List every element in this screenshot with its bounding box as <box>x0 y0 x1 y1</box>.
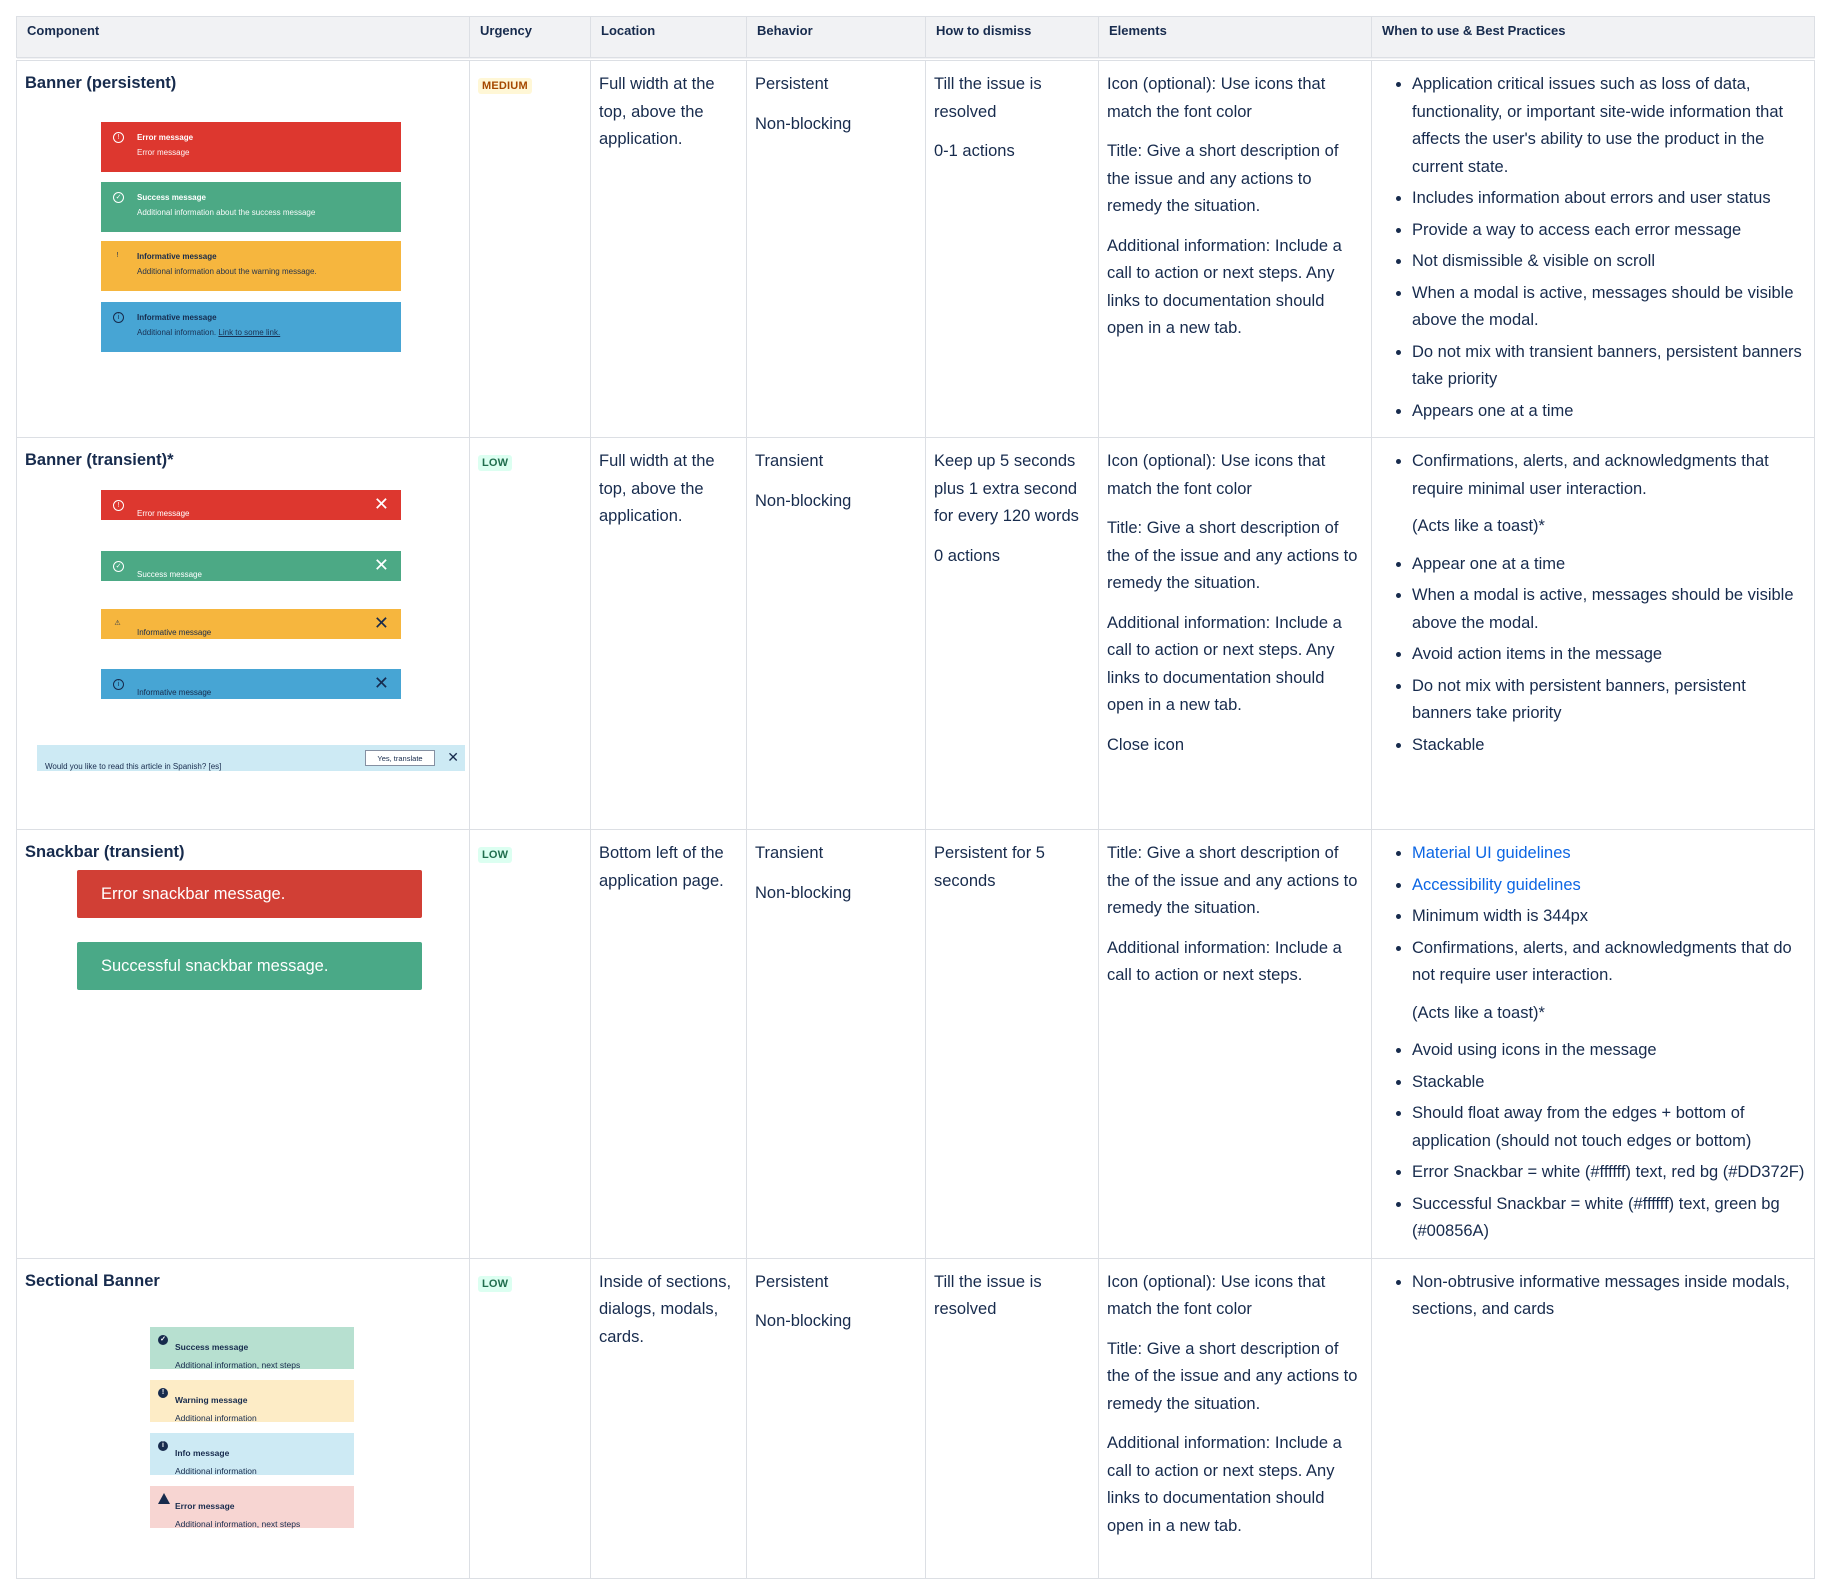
banner-title: Error message <box>137 509 190 518</box>
behavior-cell <box>747 438 926 830</box>
list-item: • Successful Snackbar = white (#ffffff) text, green bg (#00856A) <box>1412 1191 1806 1246</box>
list-item: • Application critical issues such as loss of data, functionality, or important site-wide information that affects the user's ability to use the product in the current state. <box>1412 71 1806 181</box>
header-how-to-dismiss[interactable]: How to dismiss <box>926 17 1099 60</box>
list-item: • Stackable <box>1412 732 1806 760</box>
practices-list <box>1380 448 1806 759</box>
banner-subtitle: Additional information <box>175 1465 257 1476</box>
urgency-cell <box>470 830 591 1259</box>
practices-cell <box>1372 438 1815 830</box>
component-cell <box>17 830 470 1259</box>
banner-subtitle: Additional information, next steps <box>175 1359 301 1370</box>
info-banner-example <box>101 669 401 699</box>
practices-list <box>1380 1269 1806 1324</box>
success-section-banner <box>150 1327 354 1369</box>
list-item: • Do not mix with persistent banners, persistent banners take priority <box>1412 673 1806 728</box>
error-icon: ! <box>113 500 124 511</box>
list-item: • Avoid using icons in the message <box>1412 1037 1806 1065</box>
elements-text: Title: Give a short description of the of the issue and any actions to remedy the situation. <box>1107 1339 1358 1413</box>
transient-banner-illustration <box>25 478 461 778</box>
urgency-badge: LOW <box>478 455 512 471</box>
dismiss-text: Keep up 5 seconds plus 1 extra second for every 120 words <box>934 452 1079 525</box>
location-cell <box>591 1258 747 1578</box>
component-cell <box>17 59 470 438</box>
behavior-text: Transient <box>755 452 824 470</box>
info-icon: i <box>113 679 124 690</box>
dismiss-text: Persistent for 5 seconds <box>934 844 1045 890</box>
translate-prompt: Would you like to read this article in Spanish? [es] <box>45 762 222 771</box>
elements-cell <box>1099 830 1372 1259</box>
list-item <box>1412 840 1806 868</box>
practices-cell <box>1372 59 1815 438</box>
table-row <box>17 1258 1815 1578</box>
info-section-banner <box>150 1433 354 1475</box>
practices-list <box>1380 71 1806 425</box>
dismiss-text: 0-1 actions <box>934 142 1015 160</box>
close-icon[interactable]: ✕ <box>447 749 459 765</box>
list-item: • When a modal is active, messages should be visible above the modal. <box>1412 280 1806 335</box>
close-icon[interactable]: ✕ <box>373 673 389 693</box>
banner-title: Success message <box>137 570 202 579</box>
location-cell <box>591 830 747 1259</box>
error-banner-example <box>101 490 401 520</box>
sectional-banner-illustration <box>25 1299 461 1559</box>
table-header-row <box>17 17 1815 60</box>
header-location[interactable]: Location <box>591 17 747 60</box>
behavior-text: Persistent <box>755 75 829 93</box>
behavior-cell <box>747 1258 926 1578</box>
error-triangle-icon <box>158 1493 170 1504</box>
info-circle-icon: i <box>158 1441 168 1451</box>
dismiss-text: Till the issue is resolved <box>934 75 1042 121</box>
behavior-text: Non-blocking <box>755 491 852 510</box>
elements-text: Close icon <box>1107 735 1185 754</box>
banner-title: Informative message <box>137 688 212 697</box>
banner-subtitle: Additional information about the success message <box>137 208 316 217</box>
elements-text: Additional information: Include a call to action or next steps. <box>1107 938 1342 984</box>
list-item: • Not dismissible & visible on scroll <box>1412 248 1806 276</box>
urgency-cell <box>470 1258 591 1578</box>
practices-list <box>1380 840 1806 1246</box>
material-ui-guidelines-link[interactable]: Material UI guidelines <box>1412 844 1571 862</box>
list-item: • Provide a way to access each error message <box>1412 217 1806 245</box>
translate-banner-example <box>37 745 465 771</box>
urgency-badge: MEDIUM <box>478 78 532 94</box>
list-item: • Includes information about errors and user status <box>1412 185 1806 213</box>
close-icon[interactable]: ✕ <box>373 613 389 633</box>
urgency-badge: LOW <box>478 847 512 863</box>
elements-text: Icon (optional): Use icons that match the font color <box>1107 75 1326 121</box>
behavior-text: Persistent <box>755 1272 829 1291</box>
banner-subtitle-text: Additional information. <box>137 328 217 337</box>
header-component[interactable]: Component <box>17 17 470 60</box>
component-title: Banner (transient)* <box>25 451 174 469</box>
banner-title: Warning message <box>175 1394 248 1405</box>
elements-cell <box>1099 1258 1372 1578</box>
elements-text: Icon (optional): Use icons that match the font color <box>1107 452 1326 498</box>
table-row <box>17 438 1815 830</box>
list-item: • Appears one at a time <box>1412 398 1806 426</box>
banner-link[interactable]: Link to some link. <box>218 328 281 337</box>
location-text: Full width at the top, above the application. <box>599 452 715 525</box>
dismiss-cell <box>926 1258 1099 1578</box>
urgency-badge: LOW <box>478 1276 512 1292</box>
practices-cell <box>1372 830 1815 1259</box>
success-snackbar-example: Successful snackbar message. <box>77 942 422 990</box>
list-item: • Non-obtrusive informative messages inside modals, sections, and cards <box>1412 1269 1806 1324</box>
warning-icon: ⚠ <box>114 620 121 627</box>
banner-title: Info message <box>175 1447 230 1458</box>
list-item: • Appear one at a time <box>1412 551 1806 579</box>
banner-subtitle: Additional information <box>175 1412 257 1423</box>
practices-note: (Acts like a toast)* <box>1412 1003 1545 1022</box>
list-item: • Stackable <box>1412 1069 1806 1097</box>
location-cell <box>591 59 747 438</box>
translate-button[interactable]: Yes, translate <box>365 750 435 766</box>
header-best-practices[interactable]: When to use & Best Practices <box>1372 17 1815 60</box>
banner-title: Informative message <box>137 252 217 261</box>
list-item: • Minimum width is 344px <box>1412 903 1806 931</box>
elements-text: Additional information: Include a call to action or next steps. Any links to documentation should open in a new tab. <box>1107 613 1342 714</box>
elements-text: Additional information: Include a call to action or next steps. Any links to documentation should open in a new tab. <box>1107 236 1342 337</box>
header-elements[interactable]: Elements <box>1099 17 1372 60</box>
info-icon: i <box>113 312 124 323</box>
behavior-text: Non-blocking <box>755 883 852 902</box>
table-row <box>17 830 1815 1259</box>
list-item: • Confirmations, alerts, and acknowledgments that do not require user interaction. <box>1412 935 1806 990</box>
dismiss-text: 0 actions <box>934 546 1001 565</box>
persistent-banner-illustration <box>25 101 461 361</box>
elements-text: Additional information: Include a call to action or next steps. Any links to documentation should open in a new tab. <box>1107 1434 1342 1535</box>
list-item: • Error Snackbar = white (#ffffff) text, red bg (#DD372F) <box>1412 1159 1806 1187</box>
info-banner-example <box>101 302 401 352</box>
elements-text: Title: Give a short description of the of the issue and any actions to remedy the situation. <box>1107 519 1358 592</box>
guidelines-table <box>16 16 1815 1579</box>
error-section-banner <box>150 1486 354 1528</box>
banner-subtitle: Additional information about the warning message. <box>137 267 317 276</box>
component-cell <box>17 1258 470 1578</box>
banner-title: Error message <box>175 1500 235 1511</box>
elements-cell <box>1099 59 1372 438</box>
header-behavior[interactable]: Behavior <box>747 17 926 60</box>
practices-cell <box>1372 1258 1815 1578</box>
check-circle-icon: ✓ <box>158 1335 168 1345</box>
warning-banner-example <box>101 609 401 639</box>
banner-title: Informative message <box>137 628 212 637</box>
behavior-cell <box>747 59 926 438</box>
practices-note: (Acts like a toast)* <box>1412 517 1545 535</box>
banner-subtitle: Additional information, next steps <box>175 1518 301 1529</box>
warning-icon: ! <box>116 252 119 259</box>
location-text: Full width at the top, above the application. <box>599 75 715 148</box>
behavior-text: Transient <box>755 844 824 862</box>
banner-subtitle <box>137 327 280 338</box>
banner-title: Success message <box>175 1341 249 1352</box>
close-icon[interactable]: ✕ <box>373 555 389 575</box>
warning-section-banner <box>150 1380 354 1422</box>
check-icon: ✓ <box>113 561 124 572</box>
urgency-cell <box>470 59 591 438</box>
banner-subtitle: Error message <box>137 148 190 157</box>
elements-text: Title: Give a short description of the of the issue and any actions to remedy the situation. <box>1107 844 1358 917</box>
list-item: • When a modal is active, messages should be visible above the modal. <box>1412 582 1806 637</box>
dismiss-cell <box>926 830 1099 1259</box>
behavior-text: Non-blocking <box>755 1312 852 1330</box>
list-item: • Should float away from the edges + bottom of application (should not touch edges or bottom) <box>1412 1100 1806 1155</box>
banner-title: Success message <box>137 193 206 202</box>
dismiss-cell <box>926 59 1099 438</box>
close-icon[interactable]: ✕ <box>373 494 389 514</box>
list-item: • Confirmations, alerts, and acknowledgments that require minimal user interaction. <box>1412 448 1806 503</box>
behavior-cell <box>747 830 926 1259</box>
error-icon: ! <box>113 132 124 143</box>
warning-circle-icon: ! <box>158 1388 168 1398</box>
elements-cell <box>1099 438 1372 830</box>
location-text: Inside of sections, dialogs, modals, cards. <box>599 1272 732 1346</box>
check-icon: ✓ <box>113 192 124 203</box>
success-banner-example <box>101 551 401 581</box>
success-banner-example <box>101 182 401 232</box>
dismiss-text: Till the issue is resolved <box>934 1272 1042 1318</box>
location-text: Bottom left of the application page. <box>599 844 724 890</box>
warning-banner-example <box>101 241 401 291</box>
component-title: Sectional Banner <box>25 1271 160 1290</box>
banner-title: Error message <box>137 133 194 142</box>
component-title: Snackbar (transient) <box>25 843 185 861</box>
elements-text: Icon (optional): Use icons that match the font color <box>1107 1272 1326 1318</box>
snackbar-illustration <box>25 870 461 1030</box>
banner-title: Informative message <box>137 313 217 322</box>
component-cell <box>17 438 470 830</box>
urgency-cell <box>470 438 591 830</box>
list-item <box>1412 872 1806 900</box>
component-title: Banner (persistent) <box>25 74 177 92</box>
elements-text: Title: Give a short description of the issue and any actions to remedy the situation. <box>1107 142 1339 215</box>
behavior-text: Non-blocking <box>755 114 852 133</box>
list-item: • Do not mix with transient banners, persistent banners take priority <box>1412 339 1806 394</box>
list-item: • Avoid action items in the message <box>1412 641 1806 669</box>
error-snackbar-example: Error snackbar message. <box>77 870 422 918</box>
dismiss-cell <box>926 438 1099 830</box>
table-row <box>17 59 1815 438</box>
header-urgency[interactable]: Urgency <box>470 17 591 60</box>
location-cell <box>591 438 747 830</box>
accessibility-guidelines-link[interactable]: Accessibility guidelines <box>1412 875 1581 894</box>
error-banner-example <box>101 122 401 172</box>
